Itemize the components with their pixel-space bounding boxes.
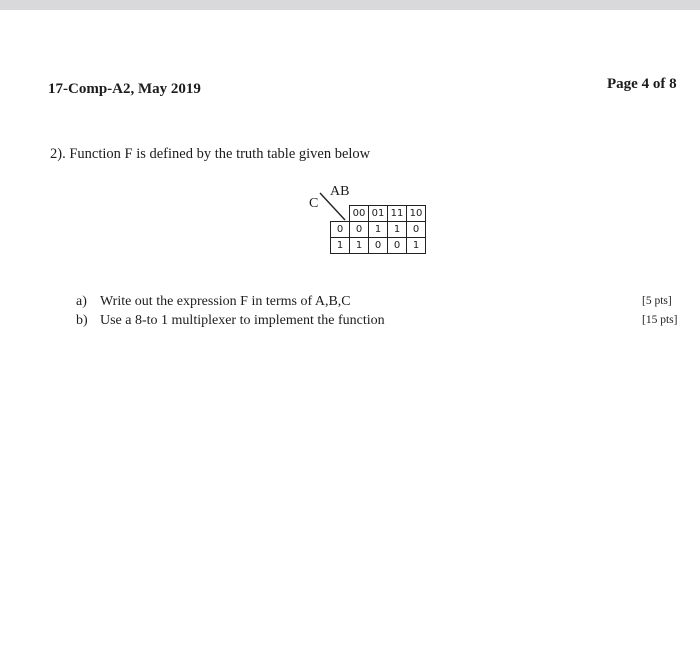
part-b (76, 311, 385, 330)
part-text: Write out the expression F in terms of A,B,C (100, 294, 351, 309)
row-header: 1 (331, 238, 350, 254)
part-text: Use a 8-to 1 multiplexer to implement the function (100, 313, 385, 328)
table-cell: 0 (388, 238, 407, 254)
corner-cell (331, 206, 350, 222)
table-cell: 1 (388, 222, 407, 238)
row-header: 0 (331, 222, 350, 238)
part-a-points: [5 pts] (642, 295, 672, 307)
table-cell: 1 (407, 238, 426, 254)
column-header: 10 (407, 206, 426, 222)
top-bar (0, 0, 700, 10)
column-variable-label: AB (330, 184, 350, 199)
table-cell: 0 (407, 222, 426, 238)
truth-table (306, 186, 436, 268)
part-label: a) (76, 294, 87, 309)
page-number: Page 4 of 8 (607, 76, 677, 92)
part-label: b) (76, 313, 88, 328)
points-column (642, 292, 677, 330)
row-variable-label: C (309, 196, 319, 211)
part-a (76, 292, 385, 311)
column-header: 00 (350, 206, 369, 222)
part-b-points: [15 pts] (642, 314, 678, 326)
column-header: 11 (388, 206, 407, 222)
question-parts (76, 292, 385, 330)
course-header: 17-Comp-A2, May 2019 (48, 81, 201, 97)
table-cell: 1 (350, 238, 369, 254)
kmap-grid (330, 205, 426, 254)
column-header: 01 (369, 206, 388, 222)
question-text: 2). Function F is defined by the truth table given below (50, 146, 371, 162)
table-cell: 0 (369, 238, 388, 254)
table-cell: 0 (350, 222, 369, 238)
table-cell: 1 (369, 222, 388, 238)
